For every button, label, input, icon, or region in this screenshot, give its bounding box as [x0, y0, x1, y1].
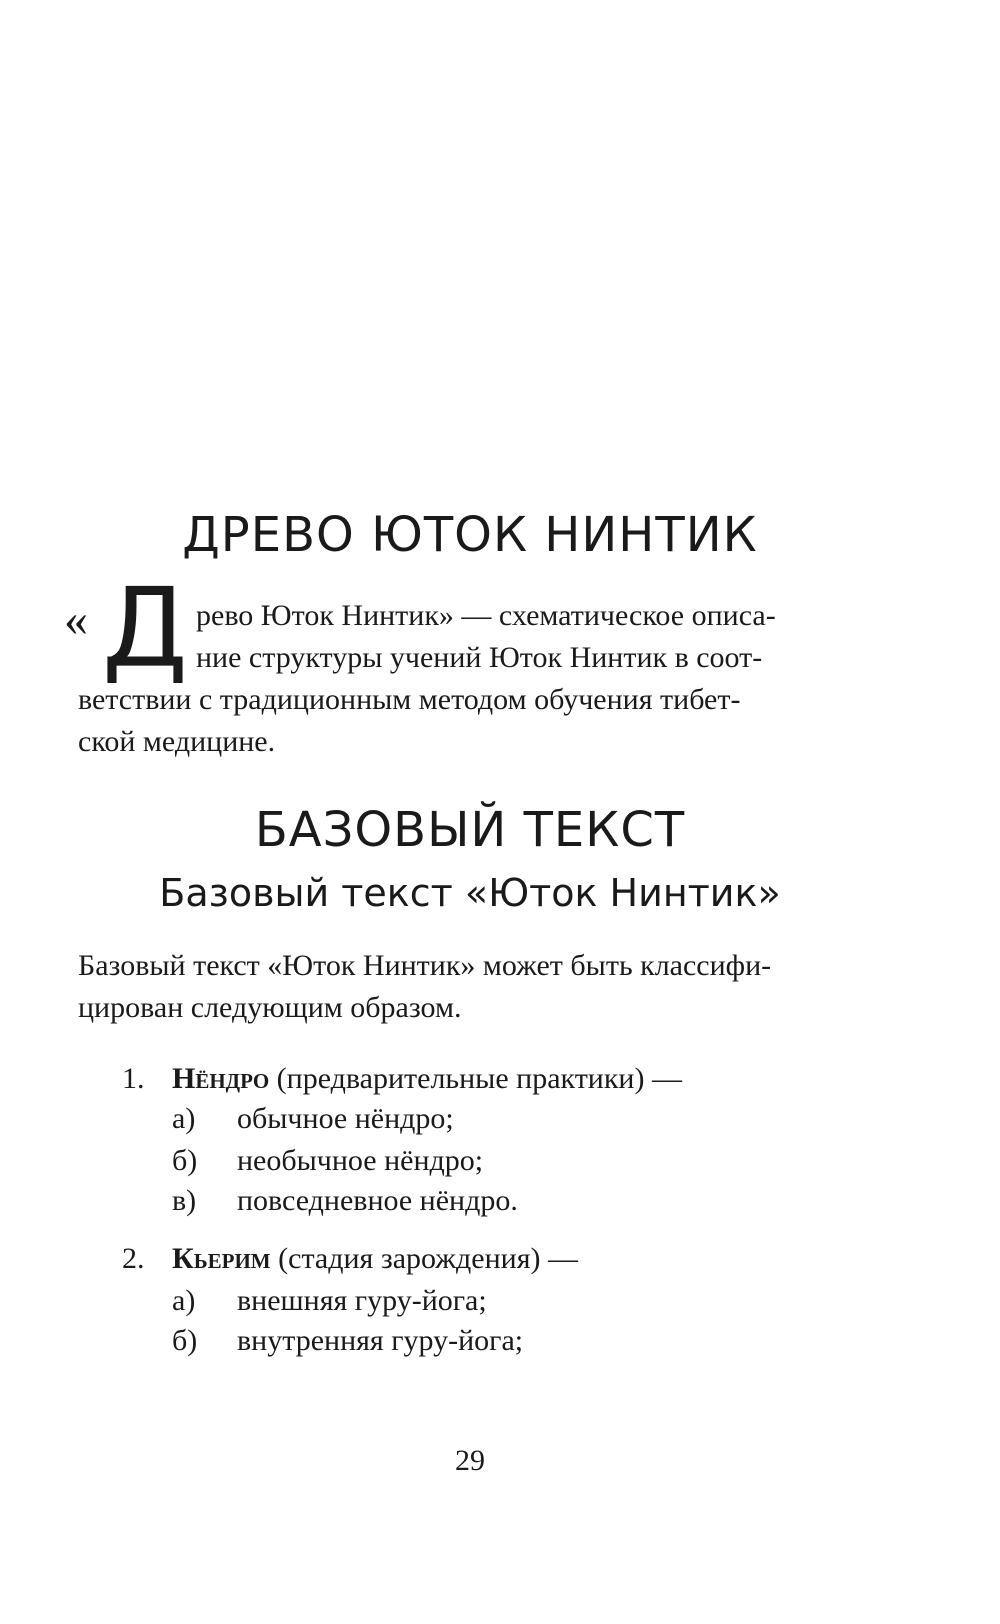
- intro-line: рево Юток Нинтик» — схематическое описа-: [196, 599, 776, 632]
- base-text-paragraph: [78, 945, 898, 1029]
- subitem-letter: б): [172, 1324, 198, 1357]
- subitem-text: внутренняя гуру-йога;: [237, 1324, 524, 1357]
- list-item-number: 1.: [122, 1062, 145, 1095]
- subitem-text: обычное нёндро;: [237, 1102, 454, 1135]
- list-item-term: Нёндро: [172, 1062, 270, 1095]
- subitem-letter: в): [172, 1184, 197, 1217]
- list-item-number: 2.: [122, 1242, 145, 1275]
- list-item-term: Кьерим: [172, 1242, 271, 1275]
- list-item-description: (стадия зарождения) —: [270, 1242, 578, 1275]
- list-item-heading: [172, 1238, 578, 1280]
- intro-line: ветствии с традиционным методом обучения тибет-: [78, 683, 741, 716]
- intro-line: ние структуры учений Юток Нинтик в соот-: [196, 641, 763, 674]
- subitem-text: внешняя гуру-йога;: [237, 1284, 487, 1317]
- subitem-text: необычное нёндро;: [237, 1144, 484, 1177]
- subitem-text: повседневное нёндро.: [237, 1184, 518, 1217]
- section-subtitle: Базовый текст «Юток Нинтик»: [159, 871, 781, 915]
- intro-paragraph: [78, 595, 858, 763]
- subitem-letter: а): [172, 1102, 196, 1135]
- paragraph-line: Базовый текст «Юток Нинтик» может быть классифи-: [78, 949, 772, 982]
- section-title-tree: ДРЕВО ЮТОК НИНТИК: [182, 507, 758, 563]
- list-item-heading: [172, 1058, 682, 1100]
- paragraph-line: цирован следующим образом.: [78, 991, 462, 1024]
- intro-line: ской медицине.: [78, 725, 276, 758]
- subitem-letter: б): [172, 1144, 198, 1177]
- dropcap-letter: Д: [102, 564, 188, 692]
- page-number: 29: [455, 1444, 485, 1477]
- subitem-letter: а): [172, 1284, 196, 1317]
- section-title-base-text: БАЗОВЫЙ ТЕКСТ: [254, 802, 686, 858]
- dropcap-quote: «: [64, 593, 88, 646]
- list-item-description: (предварительные практики) —: [269, 1062, 682, 1095]
